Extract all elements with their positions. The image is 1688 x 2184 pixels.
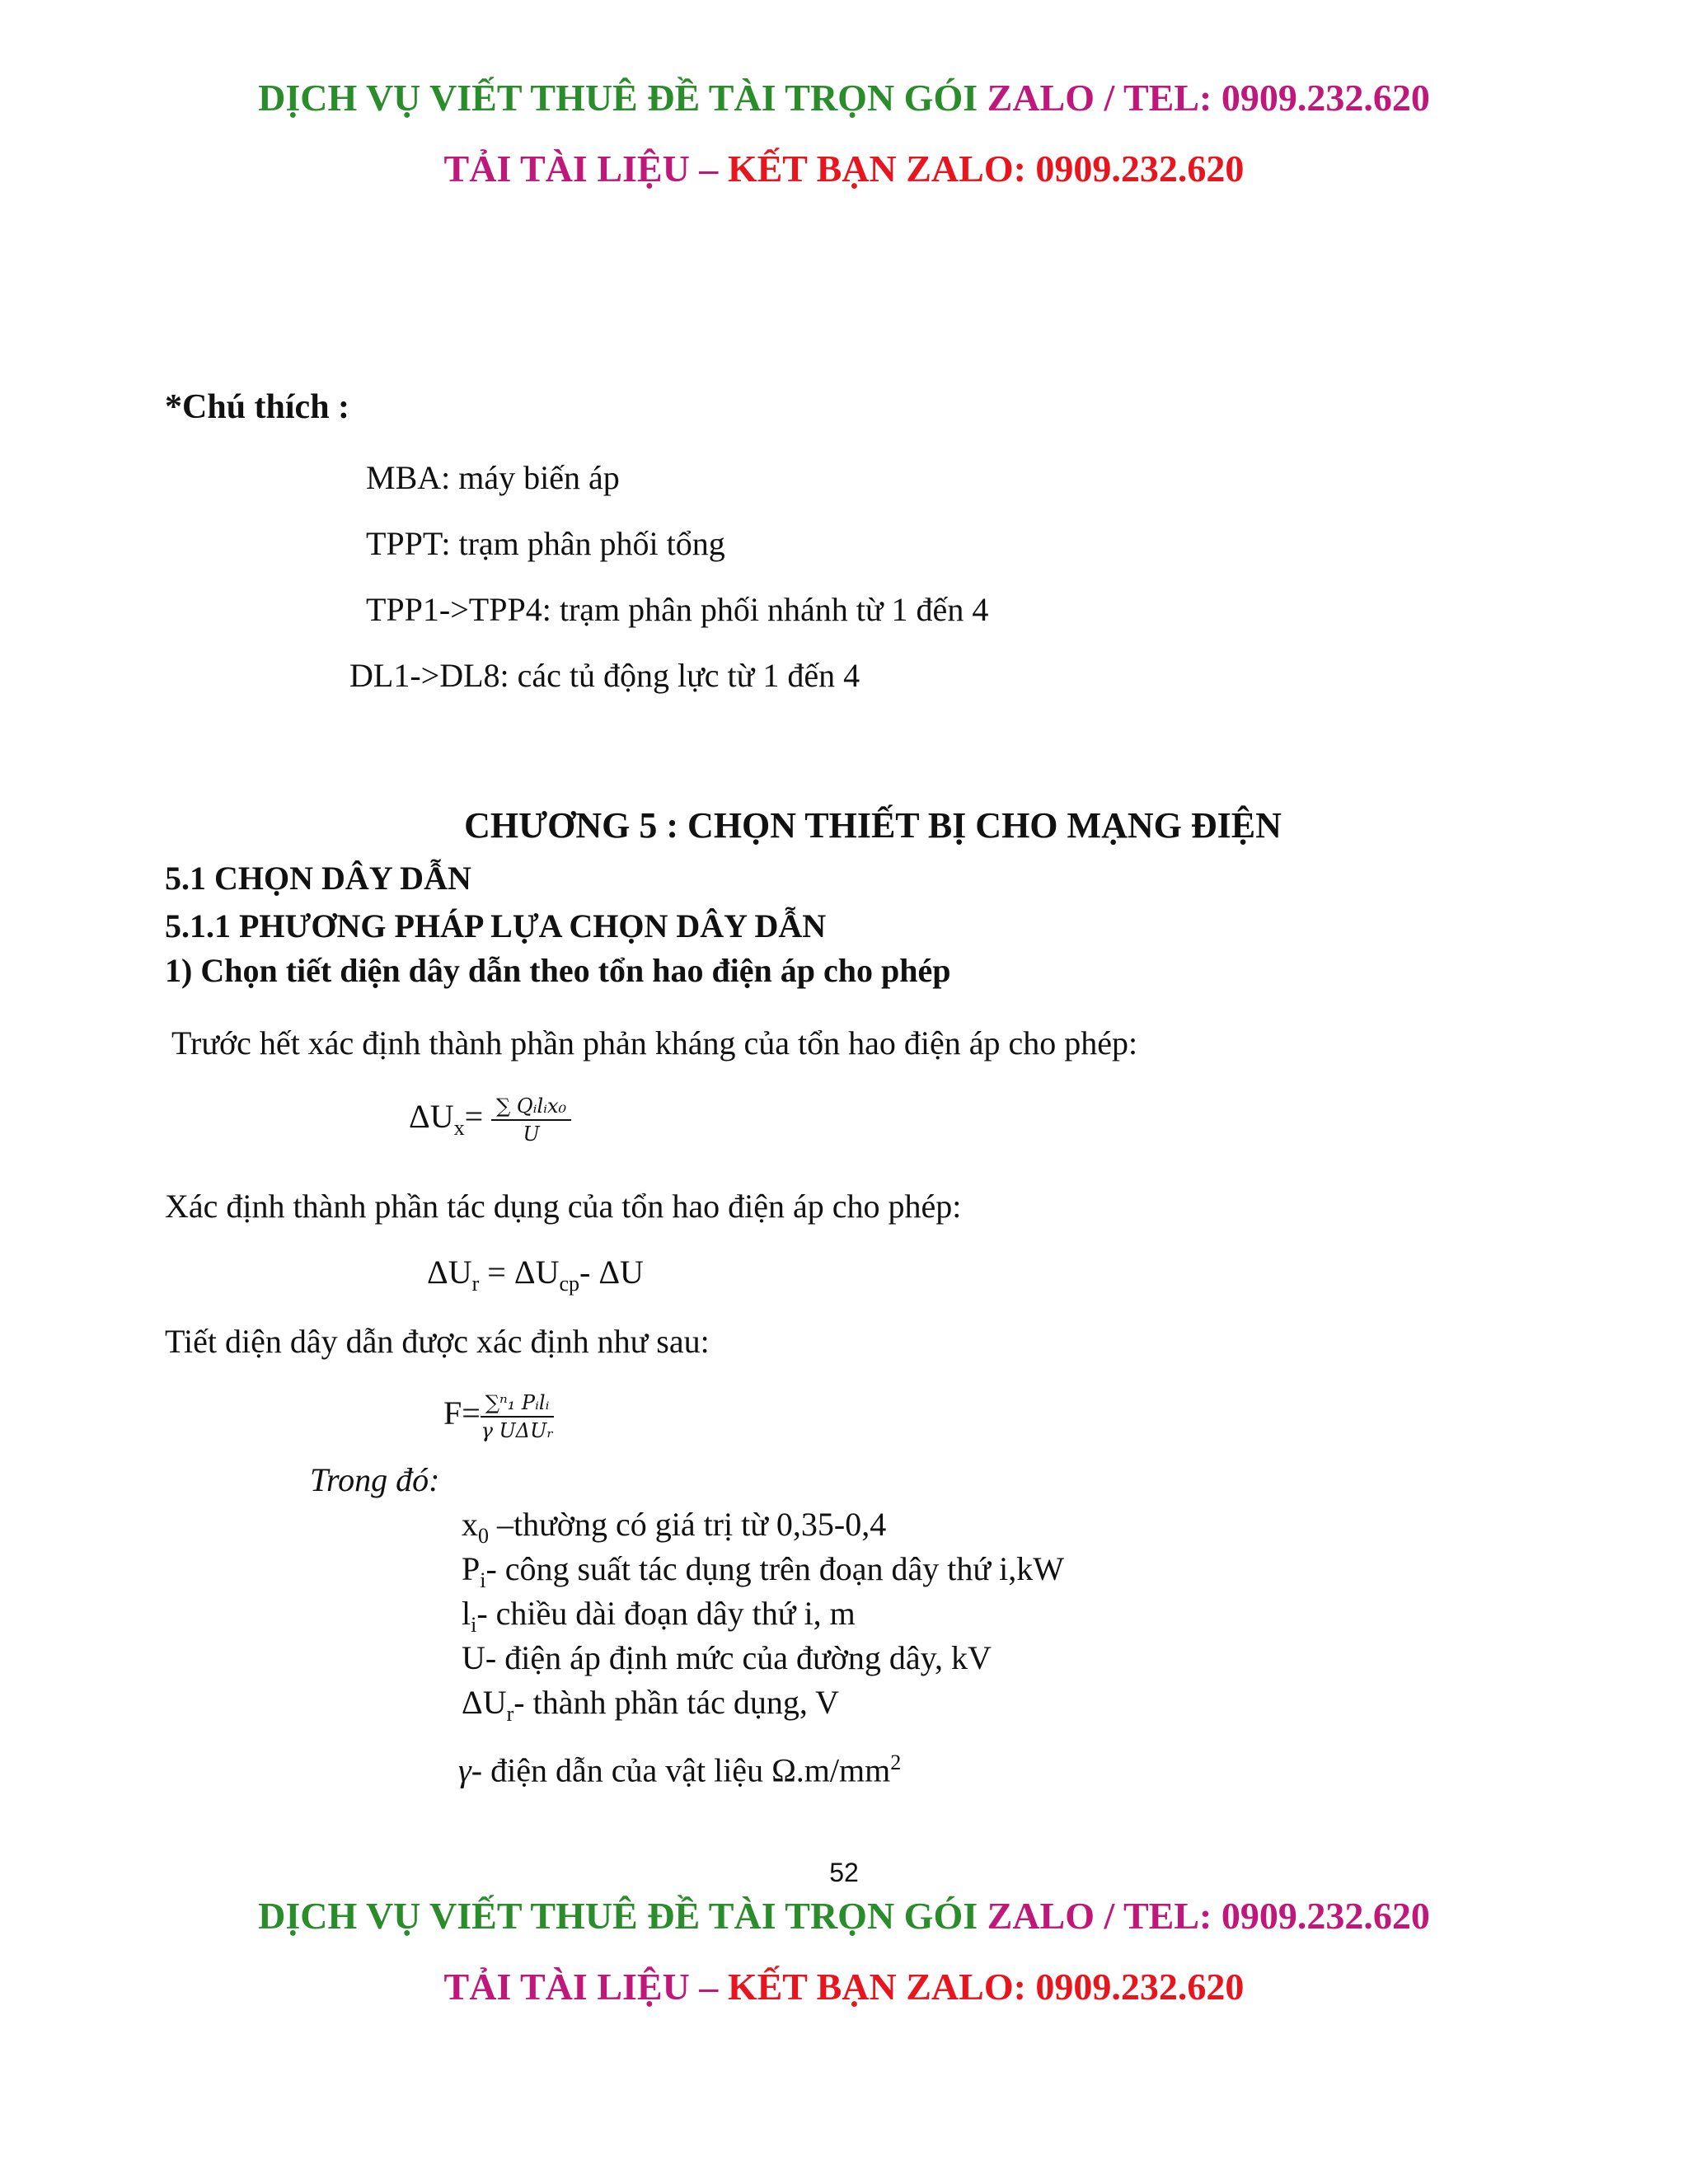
note-title: *Chú thích : xyxy=(165,388,350,426)
definition-subscript: r xyxy=(506,1702,514,1726)
note-item: DL1->DL8: các tủ động lực từ 1 đến 4 xyxy=(349,657,860,694)
definition-item: U- điện áp định mức của đường dây, kV xyxy=(462,1639,992,1676)
formula-subscript: r xyxy=(471,1272,480,1296)
method-heading: 1) Chọn tiết diện dây dẫn theo tổn hao điện áp cho phép xyxy=(165,952,951,989)
formula-symbol: = ΔU xyxy=(479,1254,560,1291)
footer-banner-line2 xyxy=(0,1965,1688,2008)
footer-banner-line1 xyxy=(0,1894,1688,1938)
fraction xyxy=(481,1391,555,1442)
formula-delta-ux xyxy=(409,1094,571,1146)
subsection-heading: 5.1.1 PHƯƠNG PHÁP LỰA CHỌN DÂY DẪN xyxy=(165,907,827,944)
banner-service-text: DỊCH VỤ VIẾT THUÊ ĐỀ TÀI TRỌN GÓI xyxy=(258,1895,978,1937)
formula-subscript: cp xyxy=(559,1272,579,1296)
page-number: 52 xyxy=(829,1858,859,1887)
definition-text: - công suất tác dụng trên đoạn dây thứ i,kW xyxy=(485,1550,1064,1587)
formula-equals: = xyxy=(464,1098,484,1136)
banner-zalo-text: KẾT BẠN ZALO: 0909.232.620 xyxy=(727,148,1245,190)
section-heading: 5.1 CHỌN DÂY DẪN xyxy=(165,860,471,897)
formula-symbol: ΔU xyxy=(427,1254,472,1291)
paragraph: Trước hết xác định thành phần phản kháng của tổn hao điện áp cho phép: xyxy=(171,1024,1138,1062)
definition-symbol: ΔU xyxy=(462,1684,507,1721)
definition-text: - điện dẫn của vật liệu Ω.m/mm xyxy=(471,1751,891,1789)
paragraph: Xác định thành phần tác dụng của tổn hao điện áp cho phép: xyxy=(165,1188,962,1225)
banner-download-text: TẢI TÀI LIỆU – xyxy=(443,148,719,190)
definition-text: - chiều dài đoạn dây thứ i, m xyxy=(476,1595,856,1632)
fraction-denominator: γ UΔUᵣ xyxy=(481,1419,554,1442)
chapter-title: CHƯƠNG 5 : CHỌN THIẾT BỊ CHO MẠNG ĐIỆN xyxy=(464,805,1282,846)
fraction-numerator: ∑ⁿ₁ Pᵢlᵢ xyxy=(481,1391,555,1418)
fraction-numerator: ∑ Qᵢlᵢx₀ xyxy=(491,1094,571,1121)
definition-item xyxy=(462,1505,886,1549)
note-item: MBA: máy biến áp xyxy=(366,459,620,496)
where-label: Trong đó: xyxy=(310,1461,440,1498)
definition-symbol: P xyxy=(462,1550,481,1587)
banner-service-text: DỊCH VỤ VIẾT THUÊ ĐỀ TÀI TRỌN GÓI xyxy=(258,77,978,119)
banner-zalo-text: KẾT BẠN ZALO: 0909.232.620 xyxy=(727,1966,1245,2008)
banner-contact-text: ZALO / TEL: 0909.232.620 xyxy=(987,77,1430,119)
definition-text: - thành phần tác dụng, V xyxy=(513,1684,840,1721)
formula-symbol: F= xyxy=(443,1394,481,1432)
header-banner-line1 xyxy=(0,76,1688,120)
fraction-denominator: U xyxy=(523,1122,540,1146)
header-banner-line2 xyxy=(0,147,1688,190)
definition-item xyxy=(462,1683,839,1727)
note-item: TPP1->TPP4: trạm phân phối nhánh từ 1 đến 4 xyxy=(366,591,989,628)
formula-symbol: ΔU xyxy=(409,1098,454,1136)
fraction xyxy=(491,1094,571,1146)
definition-item xyxy=(458,1750,901,1789)
paragraph: Tiết diện dây dẫn được xác định như sau: xyxy=(165,1323,710,1360)
definition-subscript: i xyxy=(480,1568,486,1592)
banner-download-text: TẢI TÀI LIỆU – xyxy=(443,1966,719,2008)
definition-symbol: x xyxy=(462,1506,478,1543)
note-item: TPPT: trạm phân phối tổng xyxy=(366,525,725,562)
formula-subscript: x xyxy=(453,1116,465,1141)
definition-subscript: i xyxy=(471,1613,477,1637)
formula-symbol: - ΔU xyxy=(579,1254,644,1291)
definition-superscript: 2 xyxy=(890,1750,902,1774)
definition-item xyxy=(462,1594,856,1638)
definition-subscript: 0 xyxy=(478,1524,489,1548)
definition-symbol: γ xyxy=(458,1751,471,1789)
banner-contact-text: ZALO / TEL: 0909.232.620 xyxy=(987,1895,1430,1937)
definition-text: –thường có giá trị từ 0,35-0,4 xyxy=(489,1506,887,1543)
definition-item xyxy=(462,1549,1064,1593)
formula-delta-ur xyxy=(427,1253,644,1296)
formula-cross-section xyxy=(443,1391,554,1442)
definition-symbol: l xyxy=(462,1595,471,1632)
